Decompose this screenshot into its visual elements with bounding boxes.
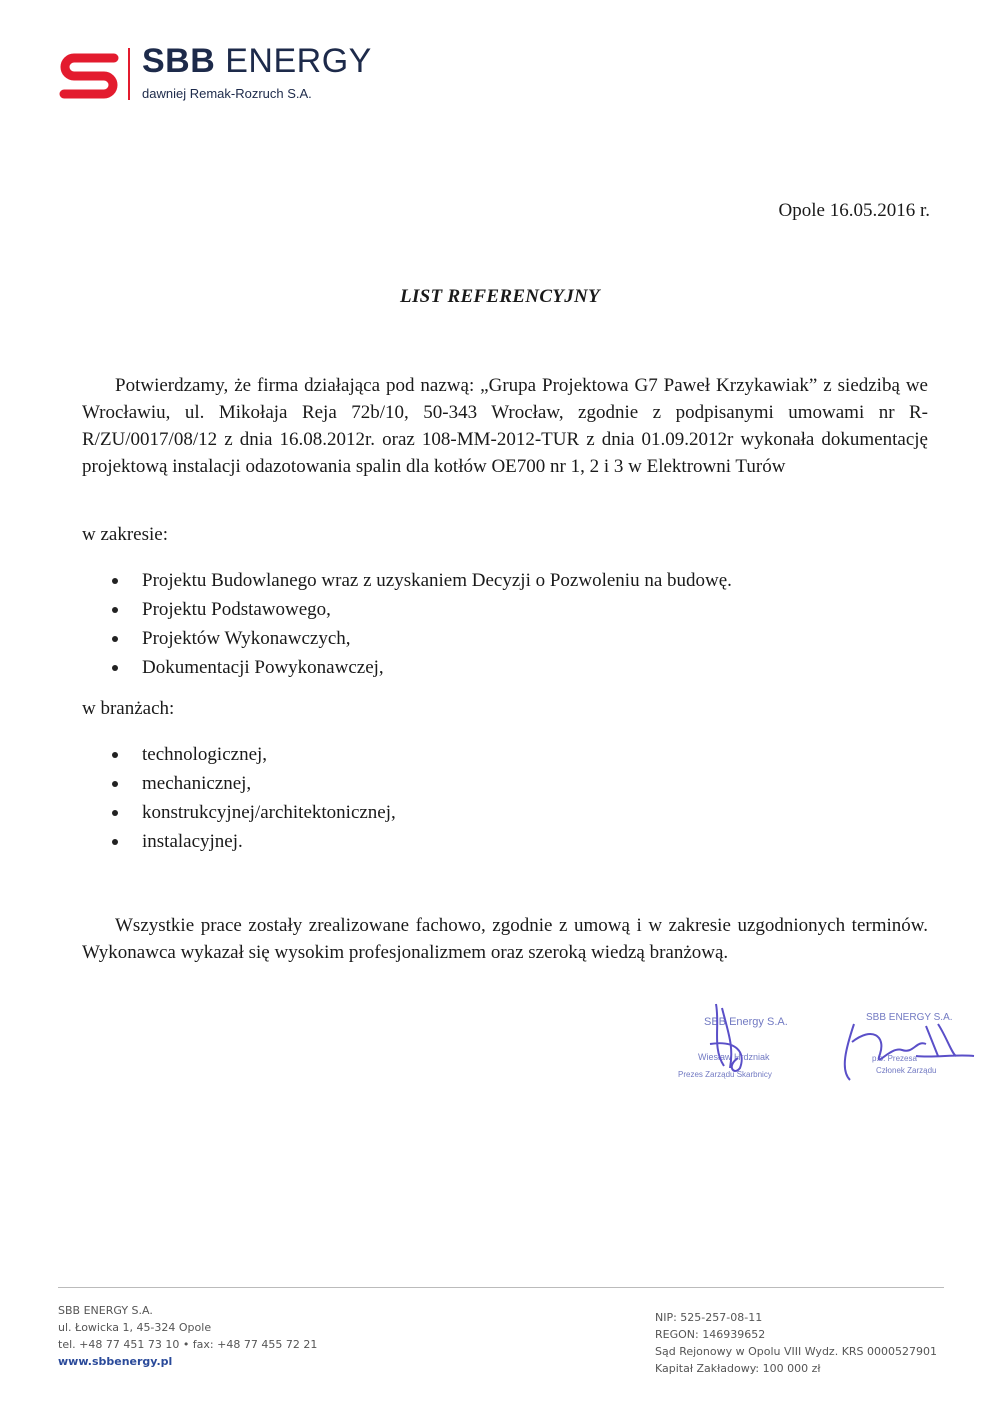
footer-address: ul. Łowicka 1, 45-324 Opole [58,1321,212,1334]
stamps-and-signatures: SBB Energy S.A. Wiesław Hrdzniak Prezes Zarządu Skarbnicy SBB ENERGY S.A. p.o. Prezesa Członek Zarządu [676,996,976,1092]
letter-date: Opole 16.05.2016 r. [778,200,930,221]
footer-regon: REGON: 146939652 [655,1328,766,1341]
list-item: Dokumentacji Powykonawczej, [112,653,732,682]
footer-divider [58,1287,944,1288]
bullet-icon [112,665,118,671]
bullet-icon [112,810,118,816]
bullet-icon [112,839,118,845]
brand-name: SBB ENERGY [142,42,372,80]
branches-label: w branżach: [82,698,175,719]
footer-company-info [58,1302,317,1370]
brand-subtitle: dawniej Remak-Rozruch S.A. [142,86,312,101]
list-item: Projektów Wykonawczych, [112,624,732,653]
logo-divider [128,48,130,100]
footer-court: Sąd Rejonowy w Opolu VIII Wydz. KRS 0000527901 [655,1345,938,1358]
bullet-icon [112,607,118,613]
bullet-icon [112,578,118,584]
scope-label: w zakresie: [82,524,168,545]
letter-title: LIST REFERENCYJNY [400,286,600,307]
list-item: konstrukcyjnej/architektonicznej, [112,798,396,827]
bullet-icon [112,781,118,787]
list-item: instalacyjnej. [112,827,396,856]
intro-paragraph: Potwierdzamy, że firma działająca pod nazwą: „Grupa Projektowa G7 Paweł Krzykawiak” z siedzibą we Wrocławiu, ul. Mikołaja Reja 72b/10, 50-343 Wrocław, zgodnie z podpisanymi umowami nr R-R/ZU/0017/08/12 z dnia 16.08.2012r. oraz 108-MM-2012-TUR z dnia 01.09.2012r wykonała dokumentację projektową instalacji odazotowania spalin dla kotłów OE700 nr 1, 2 i 3 w Elektrowni Turów [82,375,928,477]
footer-registration-info [655,1309,937,1377]
footer-website-link[interactable]: www.sbbenergy.pl [58,1355,173,1368]
list-item: technologicznej, [112,740,396,769]
list-item: mechanicznej, [112,769,396,798]
sbb-logo-icon [58,48,120,100]
footer-company: SBB ENERGY S.A. [58,1304,153,1317]
company-logo [58,42,398,112]
footer-capital: Kapitał Zakładowy: 100 000 zł [655,1362,821,1375]
bullet-icon [112,752,118,758]
signature-scribbles [676,996,976,1092]
footer-contact: tel. +48 77 451 73 10 • fax: +48 77 455 72 21 [58,1338,318,1351]
list-item: Projektu Budowlanego wraz z uzyskaniem Decyzji o Pozwoleniu na budowę. [112,566,732,595]
list-item: Projektu Podstawowego, [112,595,732,624]
bullet-icon [112,636,118,642]
closing-paragraph: Wszystkie prace zostały zrealizowane fachowo, zgodnie z umową i w zakresie uzgodnionych terminów. Wykonawca wykazał się wysokim profesjonalizmem oraz szeroką wiedzą branżową. [82,915,928,963]
branches-list [112,740,396,856]
scope-list [112,566,732,682]
footer-nip: NIP: 525-257-08-11 [655,1311,763,1324]
